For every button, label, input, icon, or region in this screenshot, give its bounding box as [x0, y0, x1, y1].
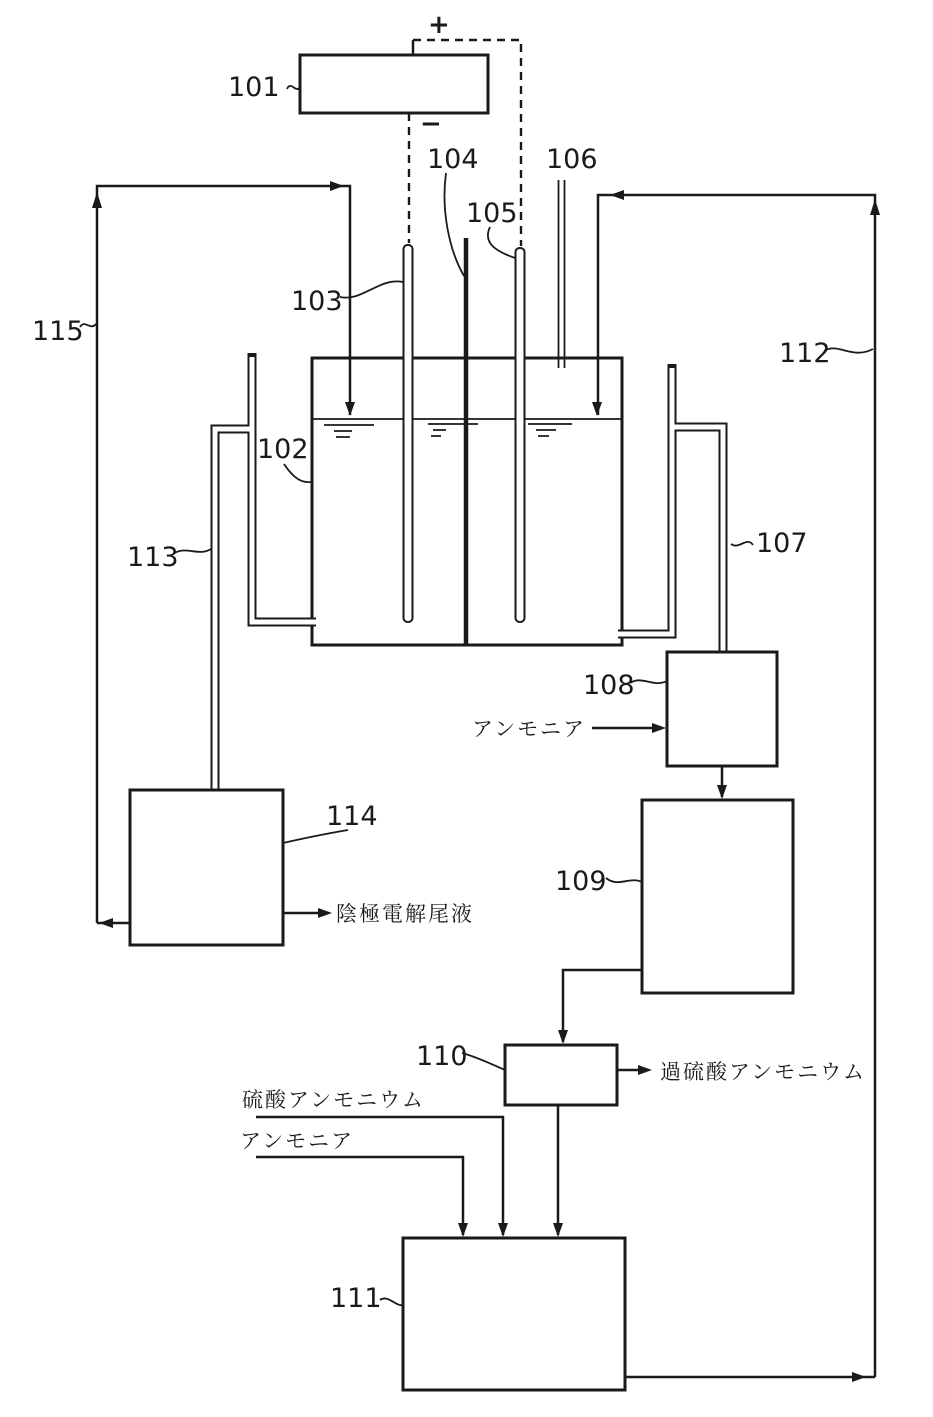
arrow-down-into-tank-left-icon [345, 402, 355, 416]
leader-111 [380, 1298, 403, 1305]
label-101: 101 [228, 72, 280, 103]
leader-105 [488, 227, 515, 258]
arrow-sulfate-111-icon [498, 1223, 508, 1237]
pipe-107-outer-leg-core [672, 427, 723, 656]
arrow-into-loop115-icon [99, 918, 113, 928]
electrodes [404, 180, 565, 645]
label-103: 103 [291, 286, 343, 317]
label-110: 110 [416, 1041, 468, 1072]
label-113: 113 [127, 542, 179, 573]
box-108 [667, 652, 777, 766]
label-105: 105 [466, 198, 518, 229]
arrow-ammonia-111-icon [458, 1223, 468, 1237]
cathode-waste-label: 陰極電解尾液 [336, 902, 474, 926]
ammonia-feed-111-line [256, 1157, 463, 1235]
arrow-down-into-tank-right-icon [592, 402, 602, 416]
box-114 [130, 790, 283, 945]
arrow-110-111-icon [553, 1223, 563, 1237]
label-109: 109 [555, 866, 607, 897]
label-102: 102 [257, 434, 309, 465]
arrow-right-115-icon [330, 181, 344, 191]
box-111 [403, 1238, 625, 1390]
label-108: 108 [583, 670, 635, 701]
arrow-up-115-icon [92, 192, 102, 208]
pipe-113-riser [252, 353, 316, 622]
leader-104 [445, 173, 464, 276]
plus-sign: + [428, 10, 450, 40]
process-boxes [130, 652, 793, 1390]
arrow-cathode-waste-icon [318, 908, 332, 918]
liquid-surface-marks [324, 424, 572, 437]
pipe-113-outer-leg [215, 429, 252, 794]
pipe-107-riser-core [618, 368, 672, 634]
label-114: 114 [326, 801, 378, 832]
label-107: 107 [756, 528, 808, 559]
pipe-107-riser [618, 364, 672, 634]
label-104: 104 [427, 144, 479, 175]
arrow-109-110-icon [558, 1030, 568, 1044]
leader-107 [731, 542, 753, 546]
label-112: 112 [779, 338, 831, 369]
box-109 [642, 800, 793, 993]
feed-pipe-106 [559, 180, 565, 368]
recirculation-lines [92, 181, 880, 1382]
leader-113 [173, 549, 211, 554]
arrow-left-112-icon [610, 190, 624, 200]
label-115: 115 [32, 316, 84, 347]
pipe-113-riser-core [252, 357, 316, 622]
arrow-into-loop112-icon [852, 1372, 866, 1382]
arrow-ammonia-108-icon [652, 723, 666, 733]
ammonia-to-111-label: アンモニア [240, 1129, 355, 1153]
leader-110 [462, 1053, 505, 1070]
leader-108 [630, 680, 667, 683]
arrow-108-109-icon [717, 785, 727, 799]
arrow-persulfate-icon [638, 1065, 652, 1075]
pipe-113-outer-leg-core [215, 429, 250, 794]
box-110 [505, 1045, 617, 1105]
leader-101 [287, 86, 300, 89]
loop-112-line [598, 195, 875, 1377]
arrow-up-112-icon [870, 199, 880, 215]
electrode-103-tube [404, 245, 413, 622]
persulfate-out-label: 過硫酸アンモニウム [660, 1060, 866, 1084]
conn-109-110 [563, 970, 642, 1042]
power-supply-box-101 [300, 55, 488, 113]
pipe-107-outer-leg [670, 427, 723, 656]
leader-109 [606, 878, 642, 882]
label-106: 106 [546, 144, 598, 175]
leader-102 [284, 464, 311, 482]
leader-112 [824, 348, 873, 352]
sulfate-in-label: 硫酸アンモニウム [242, 1088, 425, 1112]
electrode-105-tube [516, 248, 525, 622]
minus-sign: − [420, 109, 442, 139]
label-111: 111 [330, 1283, 382, 1314]
ammonia-to-108-label: アンモニア [472, 717, 587, 741]
